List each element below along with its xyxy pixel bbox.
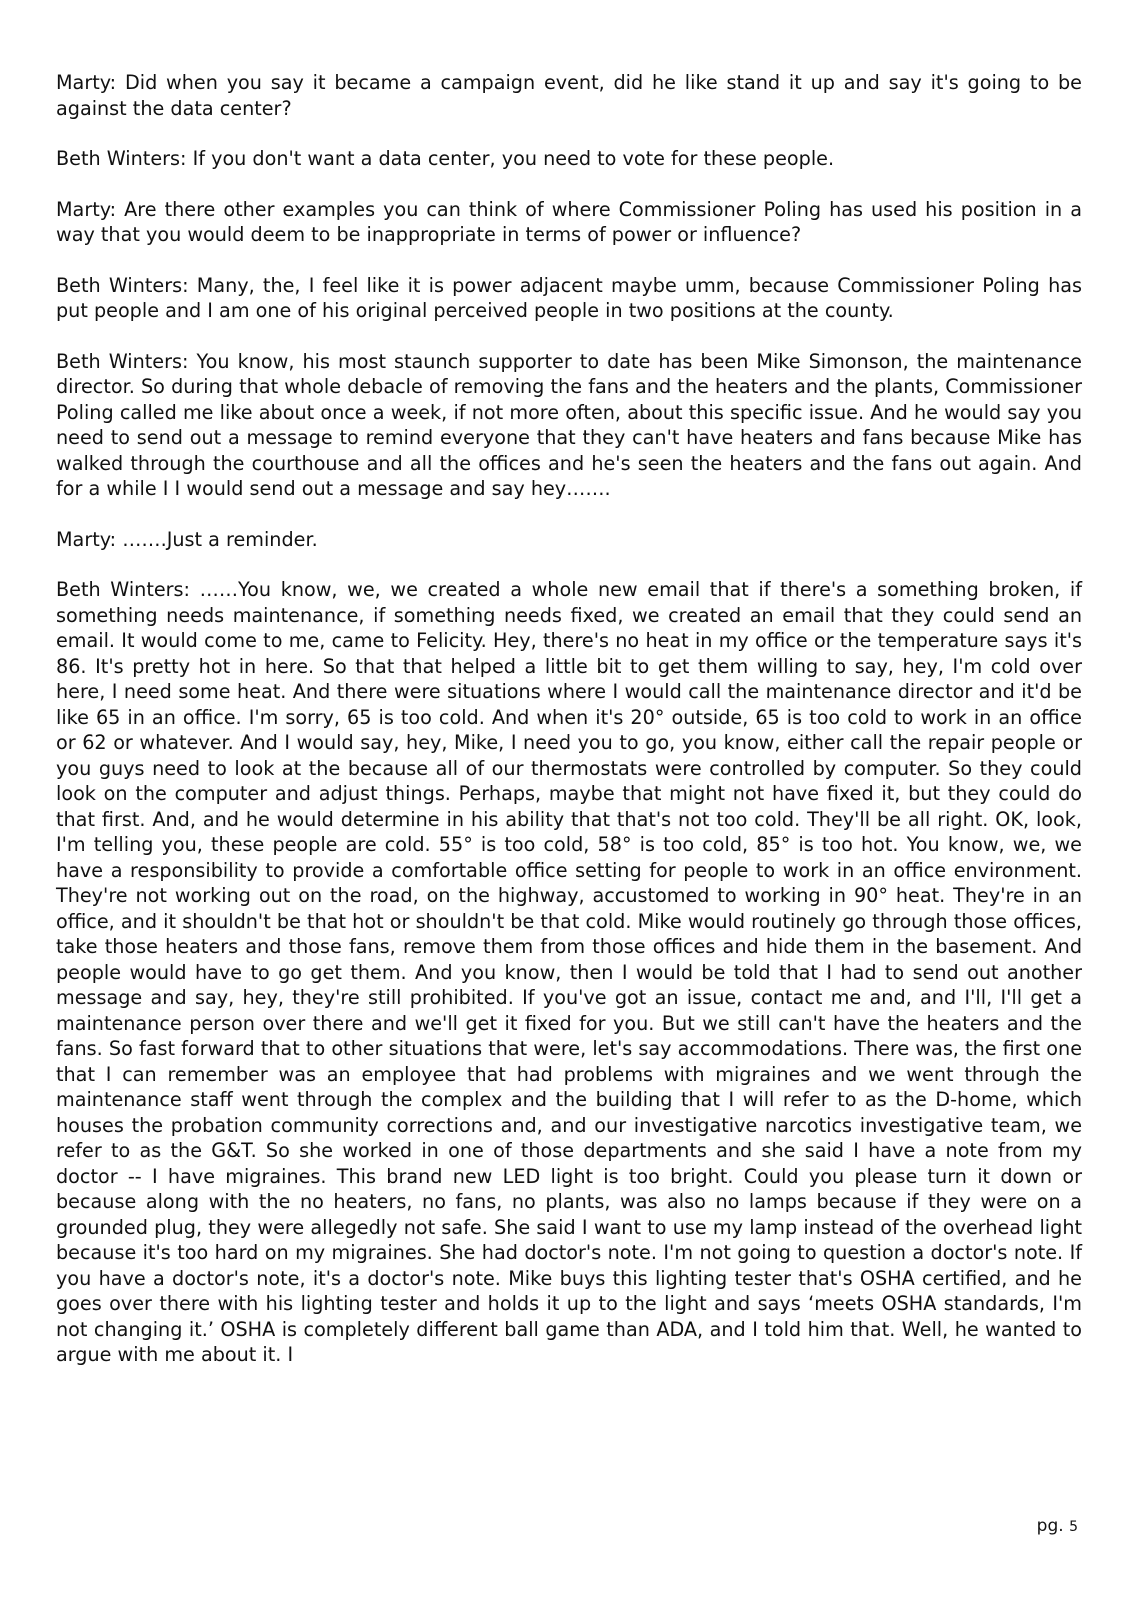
page-number-value: 5	[1069, 1519, 1078, 1535]
page-number	[1037, 1516, 1078, 1536]
dialogue-paragraph: Marty: Are there other examples you can think of where Commissioner Poling has used his position in a way that you would deem to be inappropriate in terms of power or influence?	[56, 197, 1082, 246]
transcript-body	[56, 70, 1082, 1393]
dialogue-paragraph: Beth Winters: You know, his most staunch supporter to date has been Mike Simonson, the maintenance director. So during that whole debacle of removing the fans and the heaters and the plants, Commissioner Poling called me like about once a week, if not more often, about this specific issue. And he would say you need to send out a message to remind everyone that they can't have heaters and fans because Mike has walked through the courthouse and all the offices and he's seen the heaters and the fans out again. And for a while I I would send out a message and say hey…….	[56, 349, 1082, 500]
dialogue-paragraph: Marty: …….Just a reminder.	[56, 527, 318, 551]
dialogue-paragraph: Beth Winters: ……You know, we, we created a whole new email that if there's a something broken, if something needs maintenance, if something needs fixed, we created an email that they could send an email. It would come to me, came to Felicity. Hey, there's no heat in my office or the temperature says it's 86. It's pretty hot in here. So that that helped a little bit to get them willing to say, hey, I'm cold over here, I need some heat. And there were situations where I would call the maintenance director and it'd be like 65 in an office. I'm sorry, 65 is too cold. And when it's 20° outside, 65 is too cold to work in an office or 62 or whatever. And I would say, hey, Mike, I need you to go, you know, either call the repair people or you guys need to look at the because all of our thermostats were controlled by computer. So they could look on the computer and adjust things. Perhaps, maybe that might not have fixed it, but they could do that first. And, and he would determine in his ability that that's not too cold. They'll be all right. OK, look, I'm telling you, these people are cold. 55° is too cold, 58° is too cold, 85° is too hot. You know, we, we have a responsibility to provide a comfortable office setting for people to work in an office environment. They're not working out on the road, on the highway, accustomed to working in 90° heat. They're in an office, and it shouldn't be that hot or shouldn't be that cold. Mike would routinely go through those offices, take those heaters and those fans, remove them from those offices and hide them in the basement. And people would have to go get them. And you know, then I would be told that I had to send out another message and say, hey, they're still prohibited. If you've got an issue, contact me and, and I'll, I'll get a maintenance person over there and we'll get it fixed for you. But we still can't have the heaters and the fans. So fast forward that to other situations that were, let's say accommodations. There was, the first one that I can remember was an employee that had problems with migraines and we went through the maintenance staff went through the complex and the building that I will refer to as the D-home, which houses the probation community corrections and, and our investigative narcotics investigative team, we refer to as the G&T. So she worked in one of those departments and she said I have a note from my doctor -- I have migraines. This brand new LED light is too bright. Could you please turn it down or because along with the no heaters, no fans, no plants, was also no lamps because if they were on a grounded plug, they were allegedly not safe. She said I want to use my lamp instead of the overhead light because it's too hard on my migraines. She had doctor's note. I'm not going to question a doctor's note. If you have a doctor's note, it's a doctor's note. Mike buys this lighting tester that's OSHA certified, and he goes over there with his lighting tester and holds it up to the light and says ‘meets OSHA standards, I'm not changing it.’ OSHA is completely different ball game than ADA, and I told him that. Well, he wanted to argue with me about it. I	[56, 578, 1082, 1366]
dialogue-paragraph: Marty: Did when you say it became a campaign event, did he like stand it up and say it's going to be against the data center?	[56, 71, 1082, 120]
page-label: pg.	[1036, 1516, 1064, 1536]
dialogue-paragraph: Beth Winters: If you don't want a data center, you need to vote for these people.	[56, 147, 835, 170]
dialogue-paragraph: Beth Winters: Many, the, I feel like it is power adjacent maybe umm, because Commissioner Poling has put people and I am one of his original perceived people in two positions at the county.	[56, 273, 1082, 322]
